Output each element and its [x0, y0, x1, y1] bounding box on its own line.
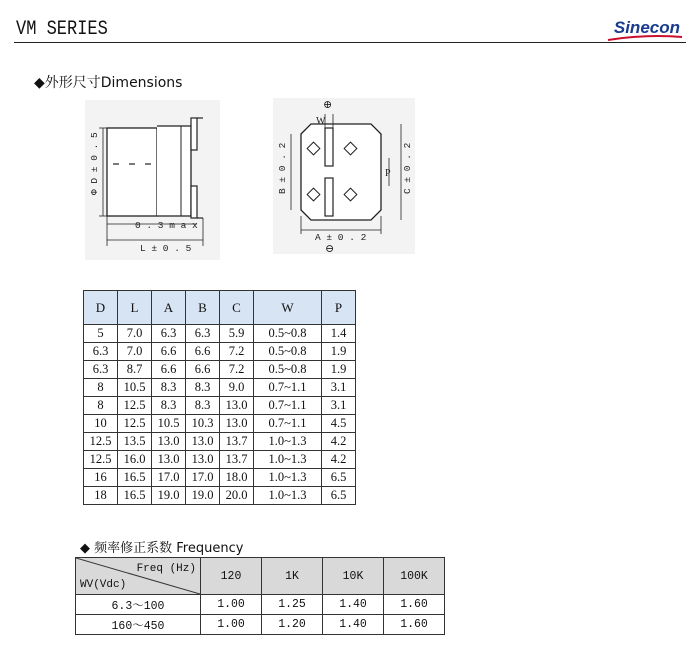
table-row: [84, 433, 356, 451]
table-cell: 13.0: [152, 451, 186, 469]
brand-logo: Sinecon: [613, 18, 680, 37]
table-cell: 1.4: [322, 325, 356, 343]
table-cell: 6.3: [84, 361, 118, 379]
dim-header: B: [186, 291, 220, 325]
table-cell: 18: [84, 487, 118, 505]
freq-corner-label: Freq (Hz): [136, 563, 196, 575]
table-cell: 6.3: [152, 325, 186, 343]
table-cell: 8: [84, 379, 118, 397]
table-cell: 0.7~1.1: [254, 415, 322, 433]
l-label: L ± 0 . 5: [140, 243, 192, 254]
table-cell: 10.5: [152, 415, 186, 433]
coefficient-cell: 1.60: [384, 595, 445, 615]
voltage-range-cell: 160～450: [76, 615, 201, 635]
table-row: [84, 379, 356, 397]
table-row: [84, 415, 356, 433]
table-cell: 12.5: [118, 397, 152, 415]
minus-symbol: ⊖: [325, 243, 335, 254]
table-cell: 9.0: [220, 379, 254, 397]
series-title: VM SERIES: [16, 18, 108, 41]
table-cell: 16.0: [118, 451, 152, 469]
table-cell: 13.0: [186, 451, 220, 469]
freq-header: 1K: [262, 558, 323, 595]
table-cell: 1.9: [322, 361, 356, 379]
table-row: [84, 343, 356, 361]
table-cell: 1.0~1.3: [254, 469, 322, 487]
table-cell: 10.5: [118, 379, 152, 397]
table-cell: 17.0: [152, 469, 186, 487]
table-cell: 6.5: [322, 487, 356, 505]
table-cell: 1.9: [322, 343, 356, 361]
table-cell: 8.3: [186, 397, 220, 415]
table-cell: 16.5: [118, 487, 152, 505]
table-cell: 5.9: [220, 325, 254, 343]
table-cell: 13.0: [220, 415, 254, 433]
coefficient-cell: 1.20: [262, 615, 323, 635]
dimensions-title: ◆外形尺寸Dimensions: [34, 75, 183, 91]
table-cell: 6.3: [186, 325, 220, 343]
dimensions-table-body: [84, 325, 356, 505]
freq-header: 100K: [384, 558, 445, 595]
dimensions-table: [83, 290, 356, 505]
table-cell: 0.5~0.8: [254, 325, 322, 343]
table-cell: 8.3: [186, 379, 220, 397]
coefficient-cell: 1.00: [201, 595, 262, 615]
coefficient-cell: 1.60: [384, 615, 445, 635]
table-row: [84, 325, 356, 343]
freq-header: 120: [201, 558, 262, 595]
frequency-table: [75, 557, 445, 635]
plus-symbol: ⊕: [323, 99, 333, 111]
table-cell: 7.2: [220, 361, 254, 379]
table-row: [84, 487, 356, 505]
table-cell: 6.3: [84, 343, 118, 361]
dim-header: W: [254, 291, 322, 325]
frequency-corner-cell: [76, 558, 201, 595]
table-cell: 12.5: [84, 433, 118, 451]
page-header: [14, 18, 686, 43]
b-label: B ± 0 . 2: [277, 142, 288, 194]
p-label: P: [385, 168, 391, 179]
table-cell: 7.0: [118, 343, 152, 361]
table-cell: 6.5: [322, 469, 356, 487]
table-cell: 13.0: [220, 397, 254, 415]
coefficient-cell: 1.25: [262, 595, 323, 615]
table-cell: 8.7: [118, 361, 152, 379]
table-cell: 5: [84, 325, 118, 343]
table-cell: 1.0~1.3: [254, 433, 322, 451]
table-row: [76, 615, 445, 635]
table-cell: 0.7~1.1: [254, 397, 322, 415]
table-cell: 8: [84, 397, 118, 415]
table-cell: 10: [84, 415, 118, 433]
table-cell: 3.1: [322, 397, 356, 415]
dim-header: P: [322, 291, 356, 325]
table-cell: 12.5: [84, 451, 118, 469]
frequency-title: ◆ 频率修正系数 Frequency: [80, 541, 244, 556]
frequency-table-body: [76, 595, 445, 635]
table-cell: 6.6: [186, 361, 220, 379]
table-cell: 0.5~0.8: [254, 361, 322, 379]
table-cell: 3.1: [322, 379, 356, 397]
dim-header: A: [152, 291, 186, 325]
table-row: [84, 469, 356, 487]
table-cell: 6.6: [186, 343, 220, 361]
table-cell: 12.5: [118, 415, 152, 433]
table-cell: 0.7~1.1: [254, 379, 322, 397]
top-view-diagram: [273, 98, 415, 254]
side-view-diagram: [85, 100, 220, 260]
table-cell: 13.5: [118, 433, 152, 451]
w-label: W: [316, 116, 326, 127]
table-cell: 8.3: [152, 379, 186, 397]
phi-d-label: Φ D ± 0 . 5: [89, 132, 100, 195]
table-cell: 19.0: [186, 487, 220, 505]
table-row: [76, 595, 445, 615]
a-label: A ± 0 . 2: [315, 232, 367, 243]
max-label: 0 . 3 m a x: [135, 220, 198, 231]
table-cell: 13.7: [220, 451, 254, 469]
table-cell: 4.2: [322, 433, 356, 451]
table-cell: 1.0~1.3: [254, 451, 322, 469]
table-row: [84, 397, 356, 415]
table-cell: 16.5: [118, 469, 152, 487]
table-row: [84, 451, 356, 469]
table-cell: 19.0: [152, 487, 186, 505]
c-label: C ± 0 . 2: [402, 142, 413, 194]
table-cell: 17.0: [186, 469, 220, 487]
table-cell: 13.0: [152, 433, 186, 451]
voltage-range-cell: 6.3～100: [76, 595, 201, 615]
table-cell: 7.2: [220, 343, 254, 361]
wv-corner-label: WV(Vdc): [80, 579, 127, 591]
table-cell: 16: [84, 469, 118, 487]
table-cell: 20.0: [220, 487, 254, 505]
table-cell: 7.0: [118, 325, 152, 343]
dim-header: D: [84, 291, 118, 325]
dim-header: C: [220, 291, 254, 325]
table-cell: 10.3: [186, 415, 220, 433]
table-cell: 8.3: [152, 397, 186, 415]
coefficient-cell: 1.00: [201, 615, 262, 635]
coefficient-cell: 1.40: [323, 595, 384, 615]
table-row: [84, 361, 356, 379]
table-cell: 4.2: [322, 451, 356, 469]
table-cell: 0.5~0.8: [254, 343, 322, 361]
table-cell: 6.6: [152, 343, 186, 361]
table-cell: 18.0: [220, 469, 254, 487]
brand-swoosh-icon: [606, 35, 684, 41]
coefficient-cell: 1.40: [323, 615, 384, 635]
table-cell: 13.0: [186, 433, 220, 451]
table-cell: 6.6: [152, 361, 186, 379]
table-cell: 4.5: [322, 415, 356, 433]
freq-header: 10K: [323, 558, 384, 595]
dim-header: L: [118, 291, 152, 325]
table-cell: 1.0~1.3: [254, 487, 322, 505]
table-cell: 13.7: [220, 433, 254, 451]
